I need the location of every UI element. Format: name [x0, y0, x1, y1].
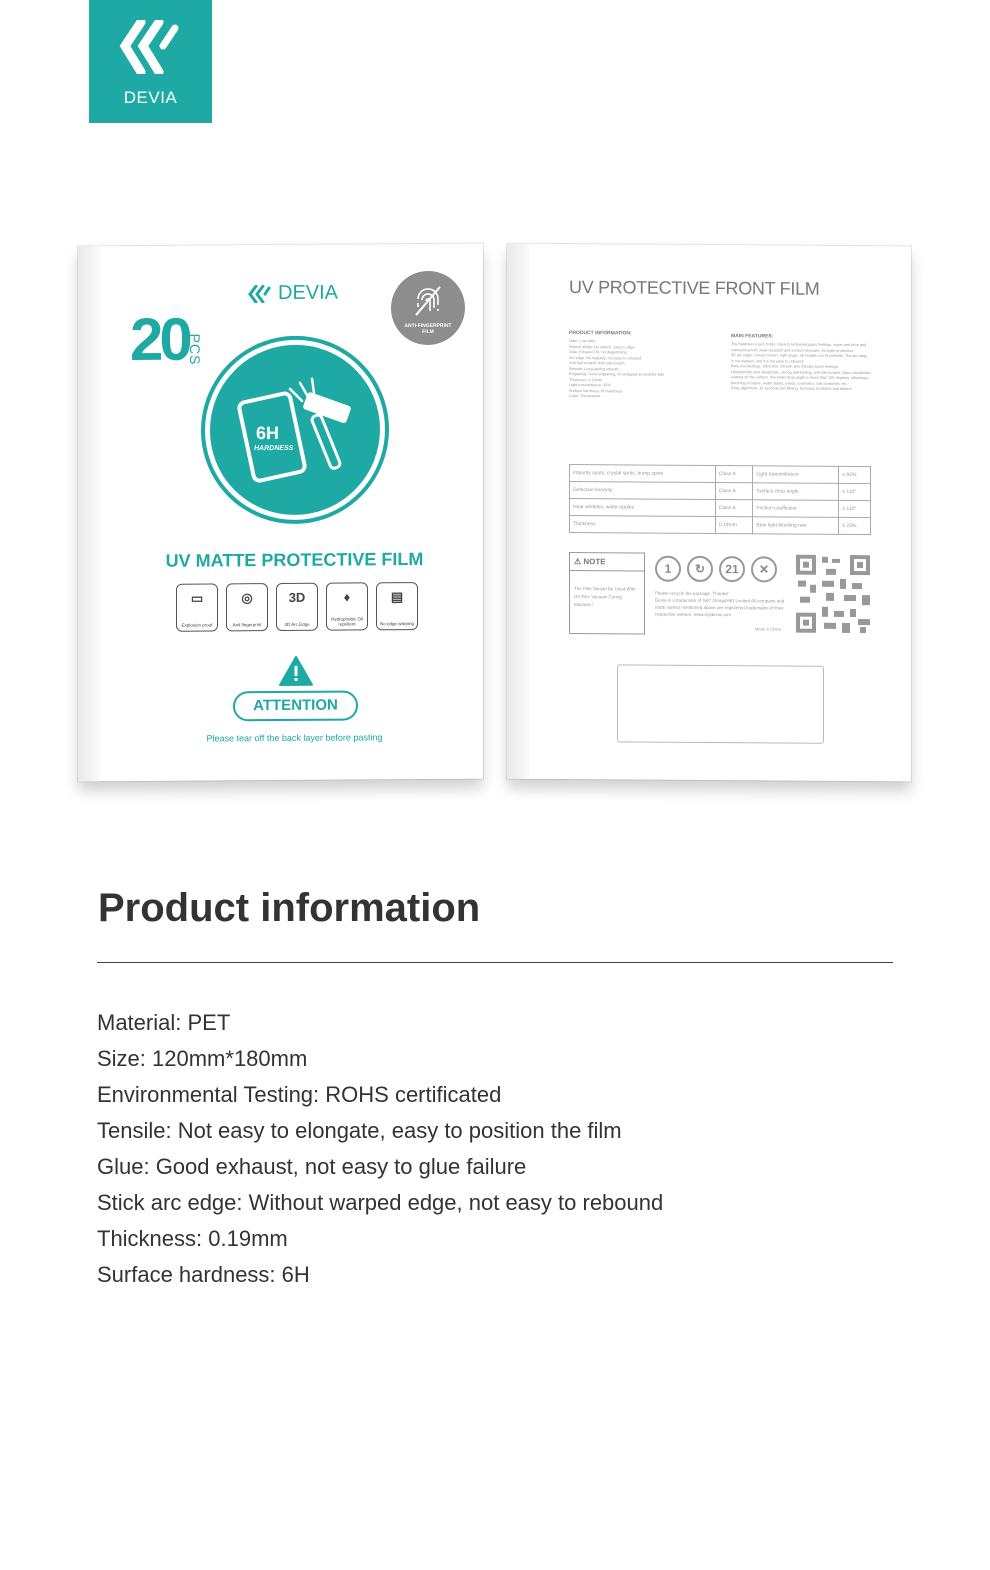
trademark-note: Devia is a trademark of S&T Group(HK) Limited All company and trade names mentioned above are registered trademarks of their respective owners. www.mydevia.com	[655, 597, 785, 618]
recycle-number-icon: 1	[655, 556, 681, 582]
list-item: Surface hardness: 6H hardness	[569, 388, 623, 393]
list-item: 3D arc edge, curved screen, right angle, all models can fit perfectly. The arc edge is not warped, and it is not easy to rebound	[731, 353, 868, 364]
list-item: Stick arc edge: Without warped edge, not easy to rebound	[97, 1190, 664, 1215]
recycle-note-block	[655, 591, 790, 620]
attention-note: Please tear off the back layer before pasting	[206, 732, 383, 744]
made-in-label: Made in China	[755, 626, 781, 632]
list-item: Size: 120mm*180mm	[97, 1046, 308, 1071]
section-divider	[97, 962, 893, 963]
table-row	[570, 482, 871, 501]
feature-label: Anti fingerprint	[232, 622, 262, 628]
brand-name: DEVIA	[123, 88, 178, 107]
phone-hammer-icon	[224, 358, 374, 509]
feature-label: Hydrophobic Oil repellent	[330, 616, 363, 627]
list-item: Anti-nail scratch: Anti nail scratch	[569, 361, 625, 366]
no-edge-warping-icon: ▤	[390, 589, 404, 605]
no-trash-icon: ✕	[751, 556, 777, 582]
list-item: Environmental Testing: ROHS certificated	[97, 1082, 502, 1107]
list-item: Thickness: 0.19mm	[569, 377, 602, 382]
hardness-value: 6H	[256, 423, 280, 444]
feature-3d-arc-edge	[276, 583, 318, 631]
list-item: Thickness: 0.19mm	[97, 1226, 288, 1251]
package-brand-name: DEVIA	[278, 281, 339, 305]
note-heading-text: NOTE	[583, 557, 606, 567]
feature-label: Explosion proof	[181, 622, 213, 628]
devia-logo-badge[interactable]	[89, 0, 212, 123]
arc-edge-3d-icon: 3D	[288, 589, 306, 605]
qr-code-icon[interactable]	[796, 555, 870, 636]
list-item: Glue: Exhaust OK, no degumming	[569, 350, 627, 355]
recycle-symbols	[655, 556, 777, 583]
table-cell: Heat wrinkles, water ripples	[570, 499, 716, 517]
note-heading: ⚠ NOTE	[570, 553, 644, 572]
recycle-note: Please recycle the package. Thanks!	[655, 590, 729, 597]
package-front-title: UV MATTE PROTECTIVE FILM	[165, 549, 424, 571]
table-row	[570, 516, 871, 535]
feature-hydrophobic	[326, 582, 368, 630]
list-item: Smooth: Long-lasting smooth	[569, 366, 619, 371]
feature-label: No edge warping	[379, 621, 415, 627]
package-back	[507, 244, 911, 782]
table-cell: Impurity spots, crystal spots, bump spots	[570, 465, 716, 483]
package-back-title: UV PROTECTIVE FRONT FILM	[569, 277, 820, 299]
table-cell: ≥ 110°	[839, 483, 871, 500]
list-item: Surface hardness: 6H	[97, 1262, 310, 1287]
list-item: Light transmittance: 92%	[569, 383, 611, 388]
product-info-title: Product information	[98, 886, 481, 930]
attention-badge: ATTENTION	[233, 690, 358, 721]
table-cell: ≥ 23%	[839, 517, 871, 534]
pap-recycle-icon: 21	[719, 556, 745, 582]
fingerprint-icon	[413, 283, 443, 319]
feature-explosion-proof	[176, 583, 218, 631]
table-row	[570, 499, 871, 518]
list-item: Arc edge: No warping, not easy to rebound	[569, 355, 642, 361]
list-item: Glue: Good exhaust, not easy to glue failure	[97, 1154, 527, 1179]
package-front-logo	[248, 282, 338, 306]
feature-icon-row	[176, 582, 418, 632]
feature-no-edge-warping	[376, 582, 418, 630]
list-item: Easy alignment, 15 seconds fast filming. Not easy to stretch and deform	[731, 386, 852, 391]
product-info-list	[97, 1008, 663, 1296]
hardness-hero-circle	[205, 339, 385, 520]
list-item: Odor: Low odor	[569, 339, 596, 344]
devia-chevron-icon	[119, 20, 181, 74]
main-features-heading: MAIN FEATURES:	[731, 333, 774, 340]
list-item: The hardness reach to 6H, close to tempered glass feelings, super anti-drop and explosion-proof, wear-resistant and scratch-resistant, stronger protection	[731, 342, 867, 353]
anti-fingerprint-icon: ◎	[241, 590, 253, 606]
product-information-list	[569, 339, 709, 400]
piece-count: 20	[130, 305, 189, 374]
table-cell: Friction coefficient	[753, 500, 839, 518]
table-cell: Blue light blocking rate	[753, 517, 839, 535]
table-cell: 0.19mm	[715, 517, 753, 534]
list-item: Stretch ability: No stretch, easy to align	[569, 344, 635, 349]
devia-chevron-icon	[248, 285, 272, 303]
table-cell: Class A	[715, 500, 753, 517]
table-cell: Surface drop angle	[753, 483, 839, 501]
table-cell: Thickness	[570, 516, 716, 534]
list-item: Bare use feelings. Ultra-thin, smooth skin-friendly touch feelings	[731, 364, 839, 369]
table-cell: Defective linearity	[570, 482, 716, 500]
feature-label: 3D Arc Edge	[284, 621, 310, 628]
feature-anti-fingerprint	[226, 583, 268, 631]
note-text: The Film Should Be Used With UV Film Vacuum Curing Machine !	[574, 586, 636, 608]
list-item: Tensile: Not easy to elongate, easy to position the film	[97, 1118, 622, 1143]
list-item: Material: PET	[97, 1010, 231, 1035]
recycle-arrow-icon: ↻	[687, 556, 713, 582]
explosion-proof-icon: ▭	[190, 590, 204, 606]
package-front	[78, 244, 483, 782]
spec-table	[569, 464, 871, 535]
product-information-heading: PRODUCT INFORMATION:	[569, 330, 632, 337]
piece-count-unit: PCS	[187, 333, 203, 366]
label-placeholder-box	[617, 664, 824, 743]
warning-icon	[278, 655, 314, 687]
list-item: Hydrophobic and oleophobic, strong anti-fouling, anti-nail scratch. Nano-oleophobic coating on the surface, the water drop angle is more than 105 degrees, effectively blocking oil stains, water stains, sweat, cosmetics, nail scratches, etc.	[731, 369, 871, 386]
hydrophobic-icon: ♦	[343, 589, 351, 605]
table-cell: Class A	[715, 483, 753, 500]
list-item: Color: Transparent	[569, 394, 601, 399]
table-cell: ≥ 110°	[839, 500, 871, 517]
note-box	[569, 552, 645, 635]
table-cell: Class A	[715, 466, 753, 483]
seal-label: ANTI-FINGERPRINT FILM	[404, 322, 452, 336]
hardness-label: HARDNESS	[254, 444, 294, 453]
table-cell: Light transmittance	[753, 466, 839, 484]
table-row	[570, 465, 871, 484]
main-features-list	[731, 342, 871, 392]
anti-fingerprint-seal	[391, 271, 465, 346]
list-item: Engraving: Good engraving, no wrapped around the side	[569, 372, 665, 377]
table-cell: ≥ 92%	[839, 466, 871, 483]
